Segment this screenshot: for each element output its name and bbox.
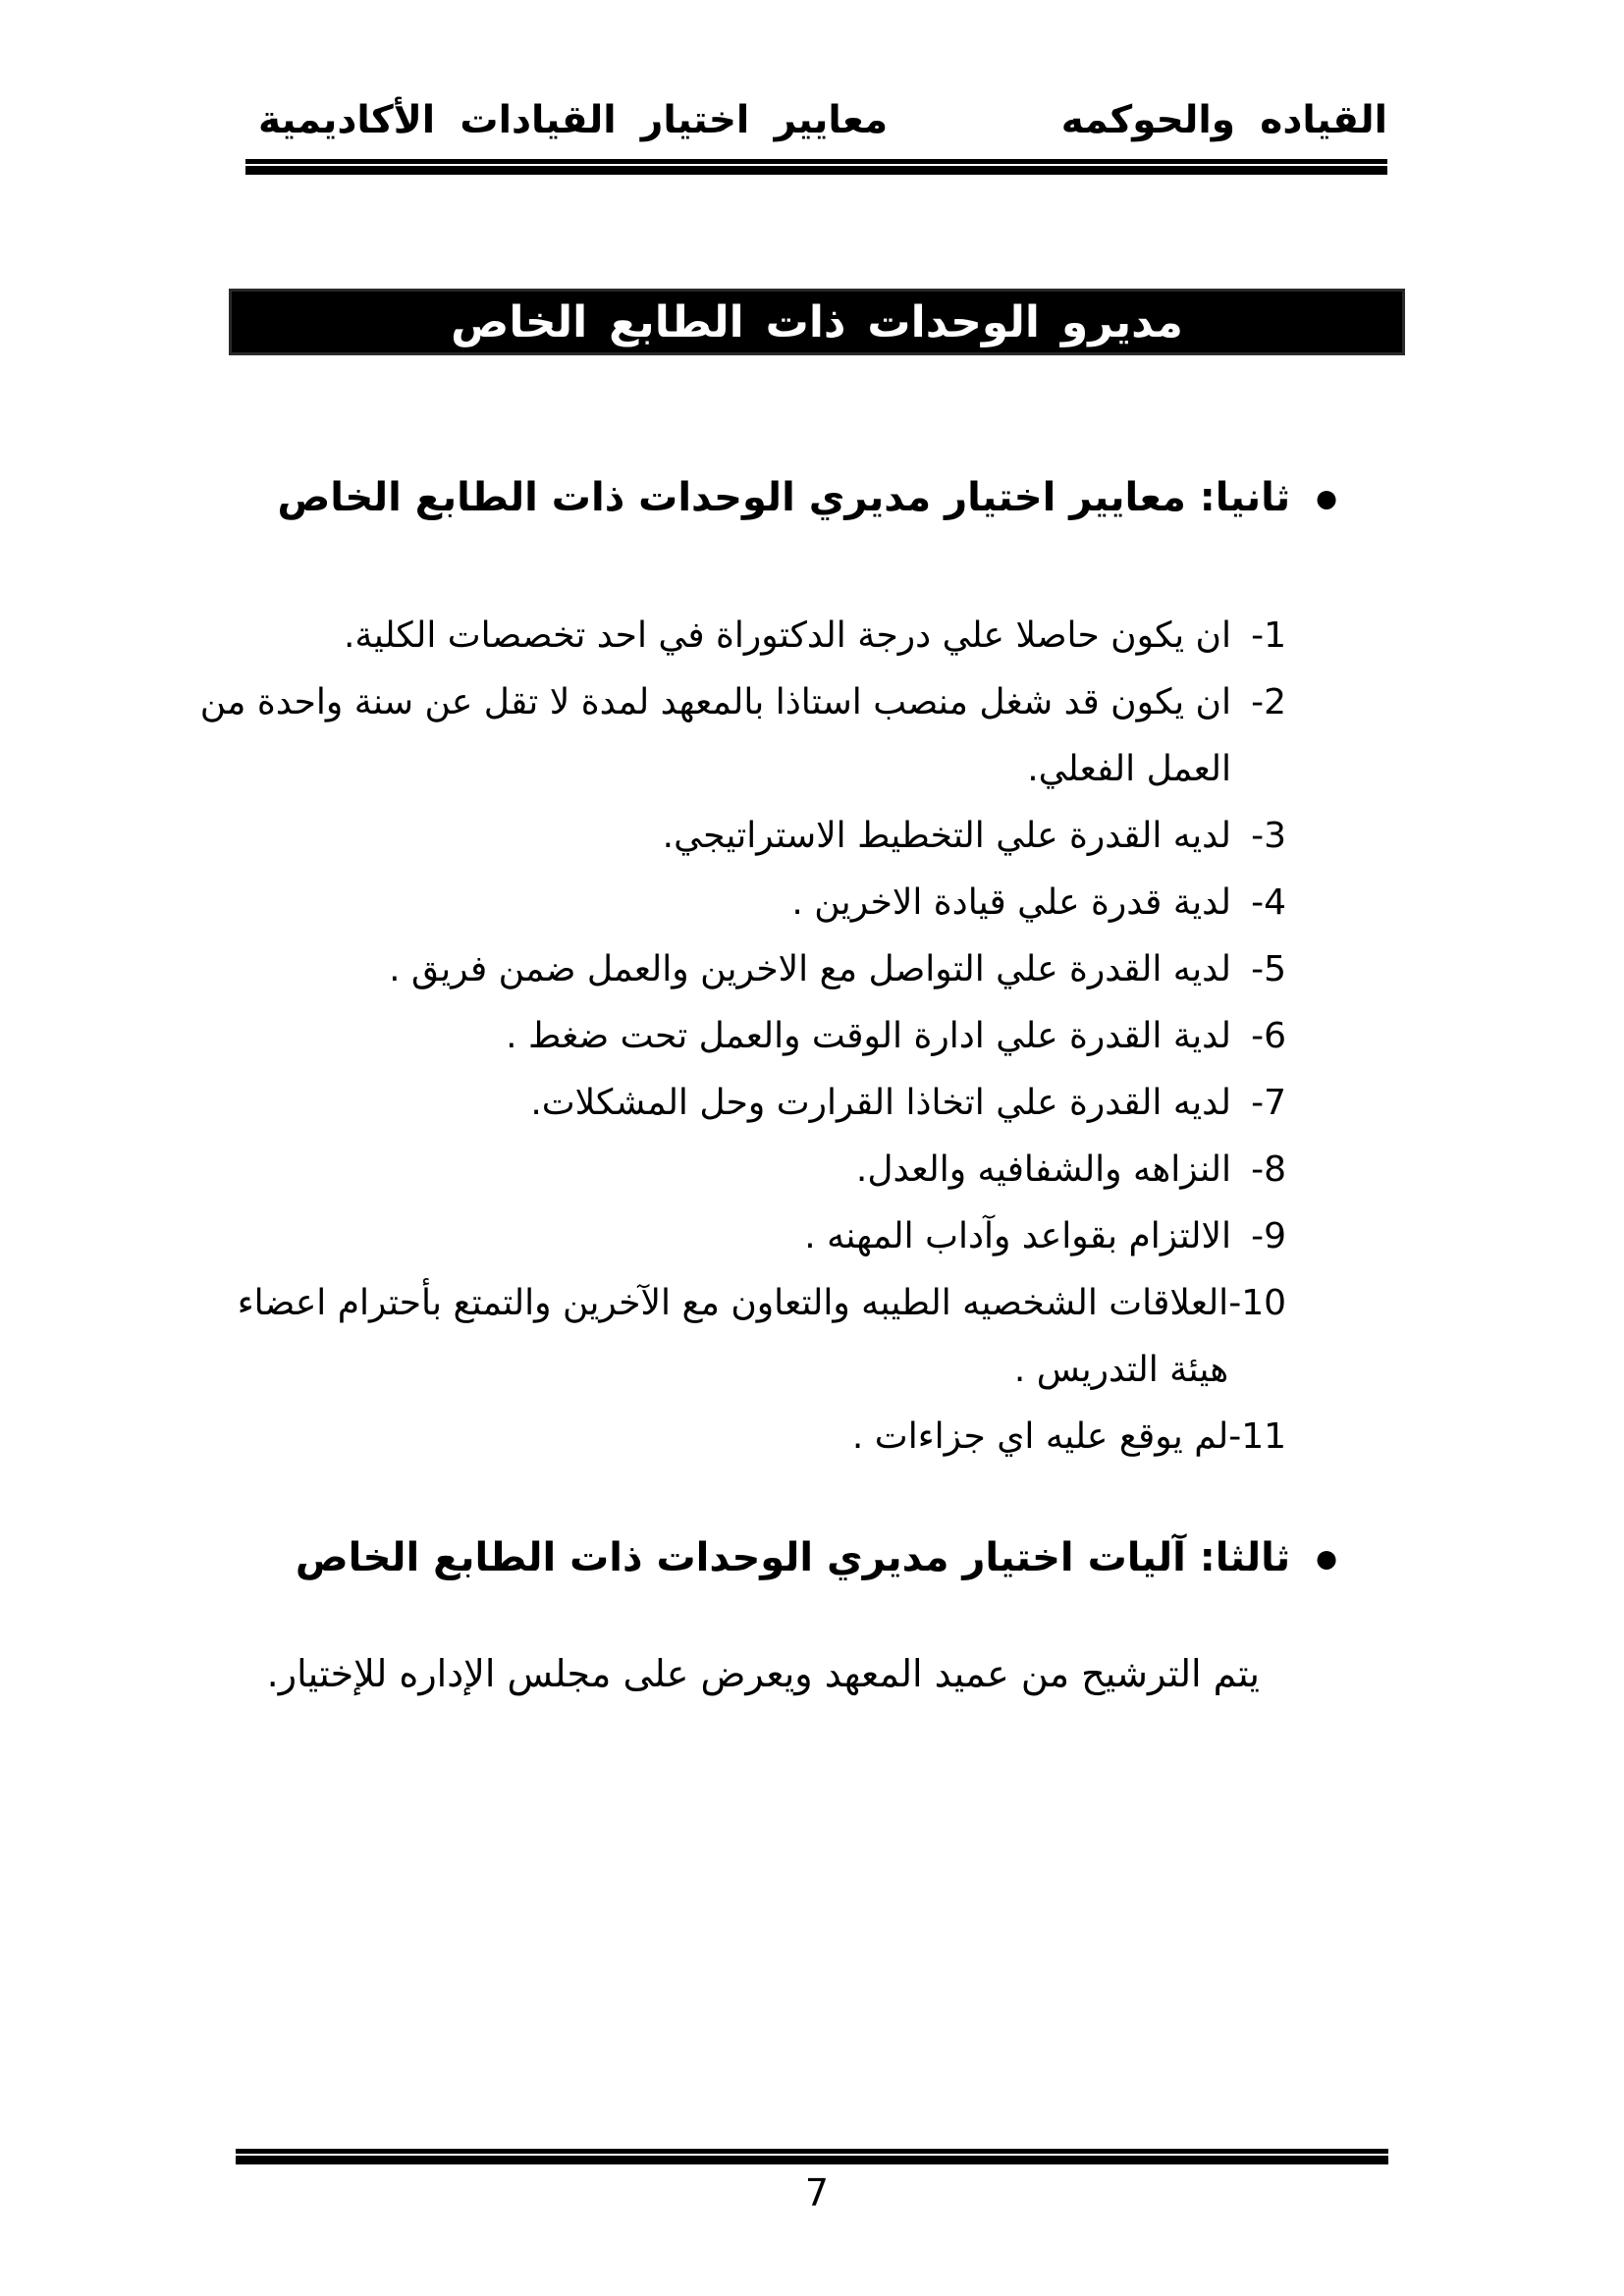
- section-banner-title: مديرو الوحدات ذات الطابع الخاص: [229, 289, 1405, 355]
- item-number: 3-: [1251, 816, 1286, 856]
- footer-divider-rule: [236, 2149, 1388, 2164]
- item-number: 9-: [1251, 1216, 1286, 1256]
- item-text: لديه القدرة علي التخطيط الاستراتيجي.: [662, 816, 1231, 856]
- list-item: [179, 1070, 1286, 1137]
- list-item: [179, 936, 1286, 1003]
- item-text: ان يكون قد شغل منصب استاذا بالمعهد لمدة لا تقل عن سنة واحدة من العمل الفعلي.: [199, 682, 1231, 789]
- item-text: لم يوقع عليه اي جزاءات .: [851, 1416, 1229, 1457]
- list-item: [179, 1203, 1286, 1270]
- bullet-icon: ●: [1316, 1543, 1337, 1573]
- item-text: لدية القدرة علي ادارة الوقت والعمل تحت ضغط .: [506, 1016, 1231, 1056]
- item-number: 7-: [1251, 1083, 1286, 1123]
- page-number: 7: [804, 2171, 830, 2215]
- list-item: [179, 1404, 1286, 1470]
- heading-second-label: ثانيا: معايير اختيار مديري الوحدات ذات الطابع الخاص: [277, 475, 1291, 520]
- heading-third-label: ثالثا: آليات اختيار مديري الوحدات ذات الطابع الخاص: [295, 1535, 1291, 1580]
- item-text: الالتزام بقواعد وآداب المهنه .: [804, 1216, 1231, 1256]
- item-text: لديه القدرة علي اتخاذا القرارت وحل المشكلات.: [530, 1083, 1231, 1123]
- item-number: 2-: [1251, 682, 1286, 722]
- list-item: [179, 870, 1286, 936]
- list-item: [179, 1270, 1286, 1404]
- list-item: [179, 1137, 1286, 1203]
- list-item: [179, 669, 1286, 803]
- header-divider-rule: [245, 159, 1387, 175]
- item-text: لدية قدرة علي قيادة الاخرين .: [791, 882, 1231, 923]
- item-number: 11-: [1228, 1416, 1286, 1457]
- list-item: [179, 603, 1286, 669]
- list-item: [179, 1003, 1286, 1070]
- item-number: 5-: [1251, 949, 1286, 989]
- item-text: لديه القدرة علي التواصل مع الاخرين والعمل ضمن فريق .: [389, 949, 1231, 989]
- heading-second-criteria: [277, 475, 1337, 520]
- item-number: 1-: [1251, 615, 1286, 656]
- nomination-paragraph: يتم الترشيح من عميد المعهد ويعرض على مجلس الإداره للإختيار.: [266, 1652, 1260, 1695]
- item-text: النزاهه والشفافيه والعدل.: [855, 1149, 1231, 1190]
- item-text: العلاقات الشخصيه الطيبه والتعاون مع الآخرين والتمتع بأحترام اعضاء هيئة التدريس .: [237, 1283, 1229, 1390]
- item-number: 4-: [1251, 882, 1286, 923]
- item-number: 8-: [1251, 1149, 1286, 1190]
- item-text: ان يكون حاصلا علي درجة الدكتوراة في احد تخصصات الكلية.: [343, 615, 1231, 656]
- item-number: 10-: [1228, 1283, 1286, 1323]
- heading-third-mechanisms: [296, 1535, 1337, 1580]
- list-item: [179, 803, 1286, 870]
- header-right-title: القياده والحوكمه: [1060, 98, 1387, 142]
- header-left-title: معايير اختيار القيادات الأكاديمية: [258, 98, 889, 142]
- item-number: 6-: [1251, 1016, 1286, 1056]
- bullet-icon: ●: [1316, 483, 1337, 512]
- criteria-list: [179, 603, 1286, 1470]
